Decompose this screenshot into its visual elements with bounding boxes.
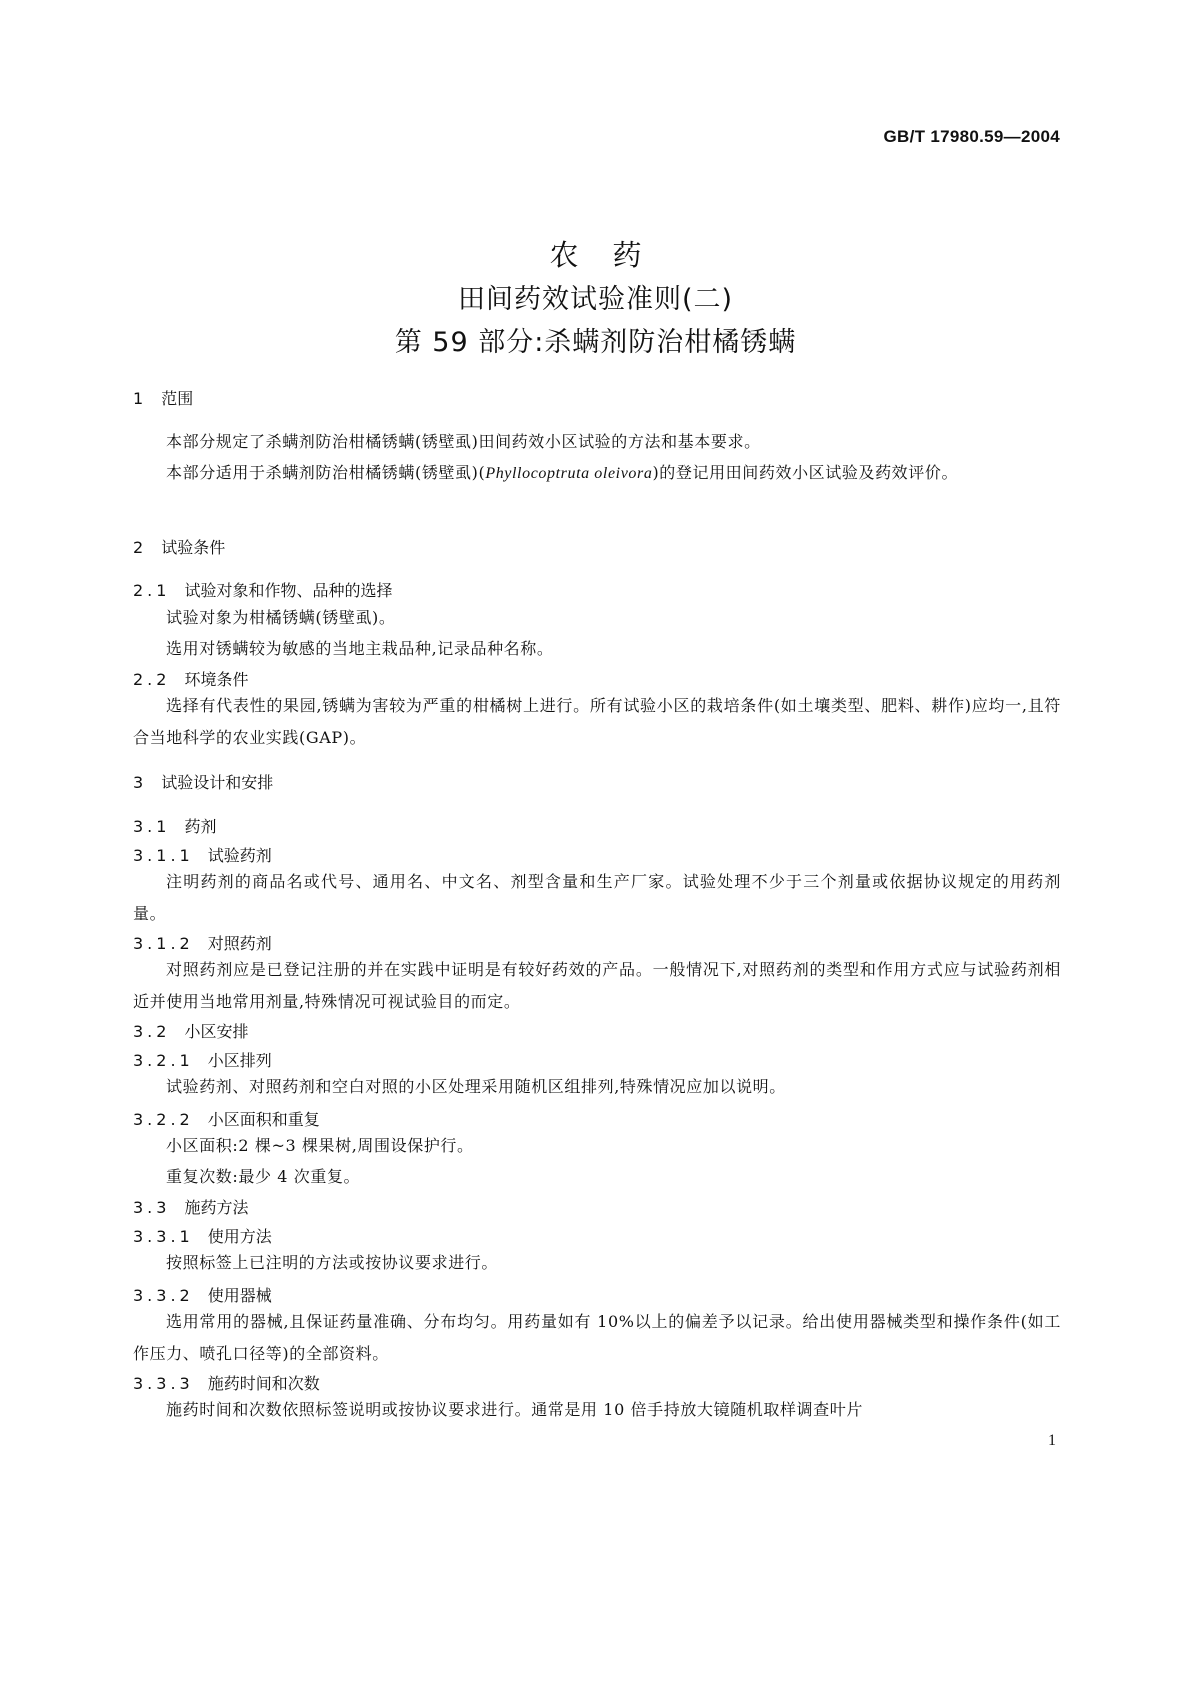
section-title: 施药时间和次数 <box>207 1374 320 1393</box>
paragraph: 本部分规定了杀螨剂防治柑橘锈螨(锈壁虱)田间药效小区试验的方法和基本要求。 <box>166 432 761 451</box>
section-title: 试验对象和作物、品种的选择 <box>184 581 393 600</box>
section-number: 3.2.2 <box>133 1110 194 1129</box>
paragraph: 施药时间和次数依照标签说明或按协议要求进行。通常是用 10 倍手持放大镜随机取样调查叶片 <box>166 1400 863 1419</box>
section-1-heading <box>133 386 193 409</box>
section-title: 药剂 <box>184 817 217 836</box>
section-title: 试验药剂 <box>207 846 272 865</box>
section-3-3-1-heading <box>133 1224 272 1247</box>
title-line-2: 田间药效试验准则(二) <box>457 284 734 315</box>
section-number: 3.1.2 <box>133 934 194 953</box>
paragraph: 注明药剂的商品名或代号、通用名、中文名、剂型含量和生产厂家。试验处理不少于三个剂量或依据协议规定的用药剂量。 <box>133 872 1061 923</box>
section-2-1-heading <box>133 578 392 601</box>
section-title: 使用器械 <box>207 1286 272 1305</box>
section-number: 1 <box>133 389 148 408</box>
section-number: 2.2 <box>133 670 171 689</box>
paragraph: 按照标签上已注明的方法或按协议要求进行。 <box>166 1253 499 1272</box>
section-title: 范围 <box>161 389 194 408</box>
section-title: 试验设计和安排 <box>161 773 274 792</box>
standard-code: GB/T 17980.59—2004 <box>883 127 1060 146</box>
section-2-2-heading <box>133 667 248 690</box>
paragraph: 选择有代表性的果园,锈螨为害较为严重的柑橘树上进行。所有试验小区的栽培条件(如土壤类型、肥料、耕作)应均一,且符合当地科学的农业实践(GAP)。 <box>133 696 1061 747</box>
section-title: 对照药剂 <box>207 934 272 953</box>
section-3-2-2-heading <box>133 1107 320 1130</box>
section-3-1-2-heading <box>133 931 272 954</box>
section-number: 3.3.2 <box>133 1286 194 1305</box>
text-run: )的登记用田间药效小区试验及药效评价。 <box>652 463 959 482</box>
section-number: 3.3 <box>133 1198 171 1217</box>
section-title: 使用方法 <box>207 1227 272 1246</box>
section-3-heading <box>133 770 273 793</box>
page-number: 1 <box>1048 1432 1056 1449</box>
section-number: 3.1.1 <box>133 846 194 865</box>
section-title: 小区排列 <box>207 1051 272 1070</box>
section-3-3-heading <box>133 1195 248 1218</box>
section-3-1-heading <box>133 814 216 837</box>
latin-species-name: Phyllocoptruta oleivora <box>485 465 653 482</box>
paragraph: 重复次数:最少 4 次重复。 <box>166 1167 361 1186</box>
section-3-3-2-heading <box>133 1283 272 1306</box>
paragraph: 试验药剂、对照药剂和空白对照的小区处理采用随机区组排列,特殊情况应加以说明。 <box>166 1077 786 1096</box>
section-3-2-heading <box>133 1019 248 1042</box>
text-run: 本部分适用于杀螨剂防治柑橘锈螨(锈壁虱)( <box>166 463 486 482</box>
section-3-1-1-heading <box>133 843 272 866</box>
paragraph: 对照药剂应是已登记注册的并在实践中证明是有较好药效的产品。一般情况下,对照药剂的类型和作用方式应与试验药剂相近并使用当地常用剂量,特殊情况可视试验目的而定。 <box>133 960 1061 1011</box>
section-3-3-3-heading <box>133 1371 320 1394</box>
title-line-1: 农药 <box>549 238 676 272</box>
section-title: 施药方法 <box>184 1198 249 1217</box>
paragraph: 小区面积:2 棵~3 棵果树,周围设保护行。 <box>166 1136 474 1155</box>
title-line-3: 第 59 部分:杀螨剂防治柑橘锈螨 <box>394 327 797 358</box>
paragraph: 试验对象为柑橘锈螨(锈壁虱)。 <box>166 608 396 627</box>
section-number: 3.3.1 <box>133 1227 194 1246</box>
paragraph: 选用对锈螨较为敏感的当地主栽品种,记录品种名称。 <box>166 639 554 658</box>
section-title: 试验条件 <box>161 538 226 557</box>
section-title: 小区面积和重复 <box>207 1110 320 1129</box>
section-number: 3.2.1 <box>133 1051 194 1070</box>
section-3-2-1-heading <box>133 1048 272 1071</box>
section-number: 2.1 <box>133 581 171 600</box>
section-number: 3.3.3 <box>133 1374 194 1393</box>
section-number: 2 <box>133 538 148 557</box>
section-number: 3 <box>133 773 148 792</box>
paragraph: 选用常用的器械,且保证药量准确、分布均匀。用药量如有 10%以上的偏差予以记录。给出使用器械类型和操作条件(如工作压力、喷孔口径等)的全部资料。 <box>133 1312 1061 1363</box>
section-number: 3.1 <box>133 817 171 836</box>
section-number: 3.2 <box>133 1022 171 1041</box>
paragraph <box>133 457 1061 490</box>
section-title: 环境条件 <box>184 670 249 689</box>
section-2-heading <box>133 535 225 558</box>
section-title: 小区安排 <box>184 1022 249 1041</box>
